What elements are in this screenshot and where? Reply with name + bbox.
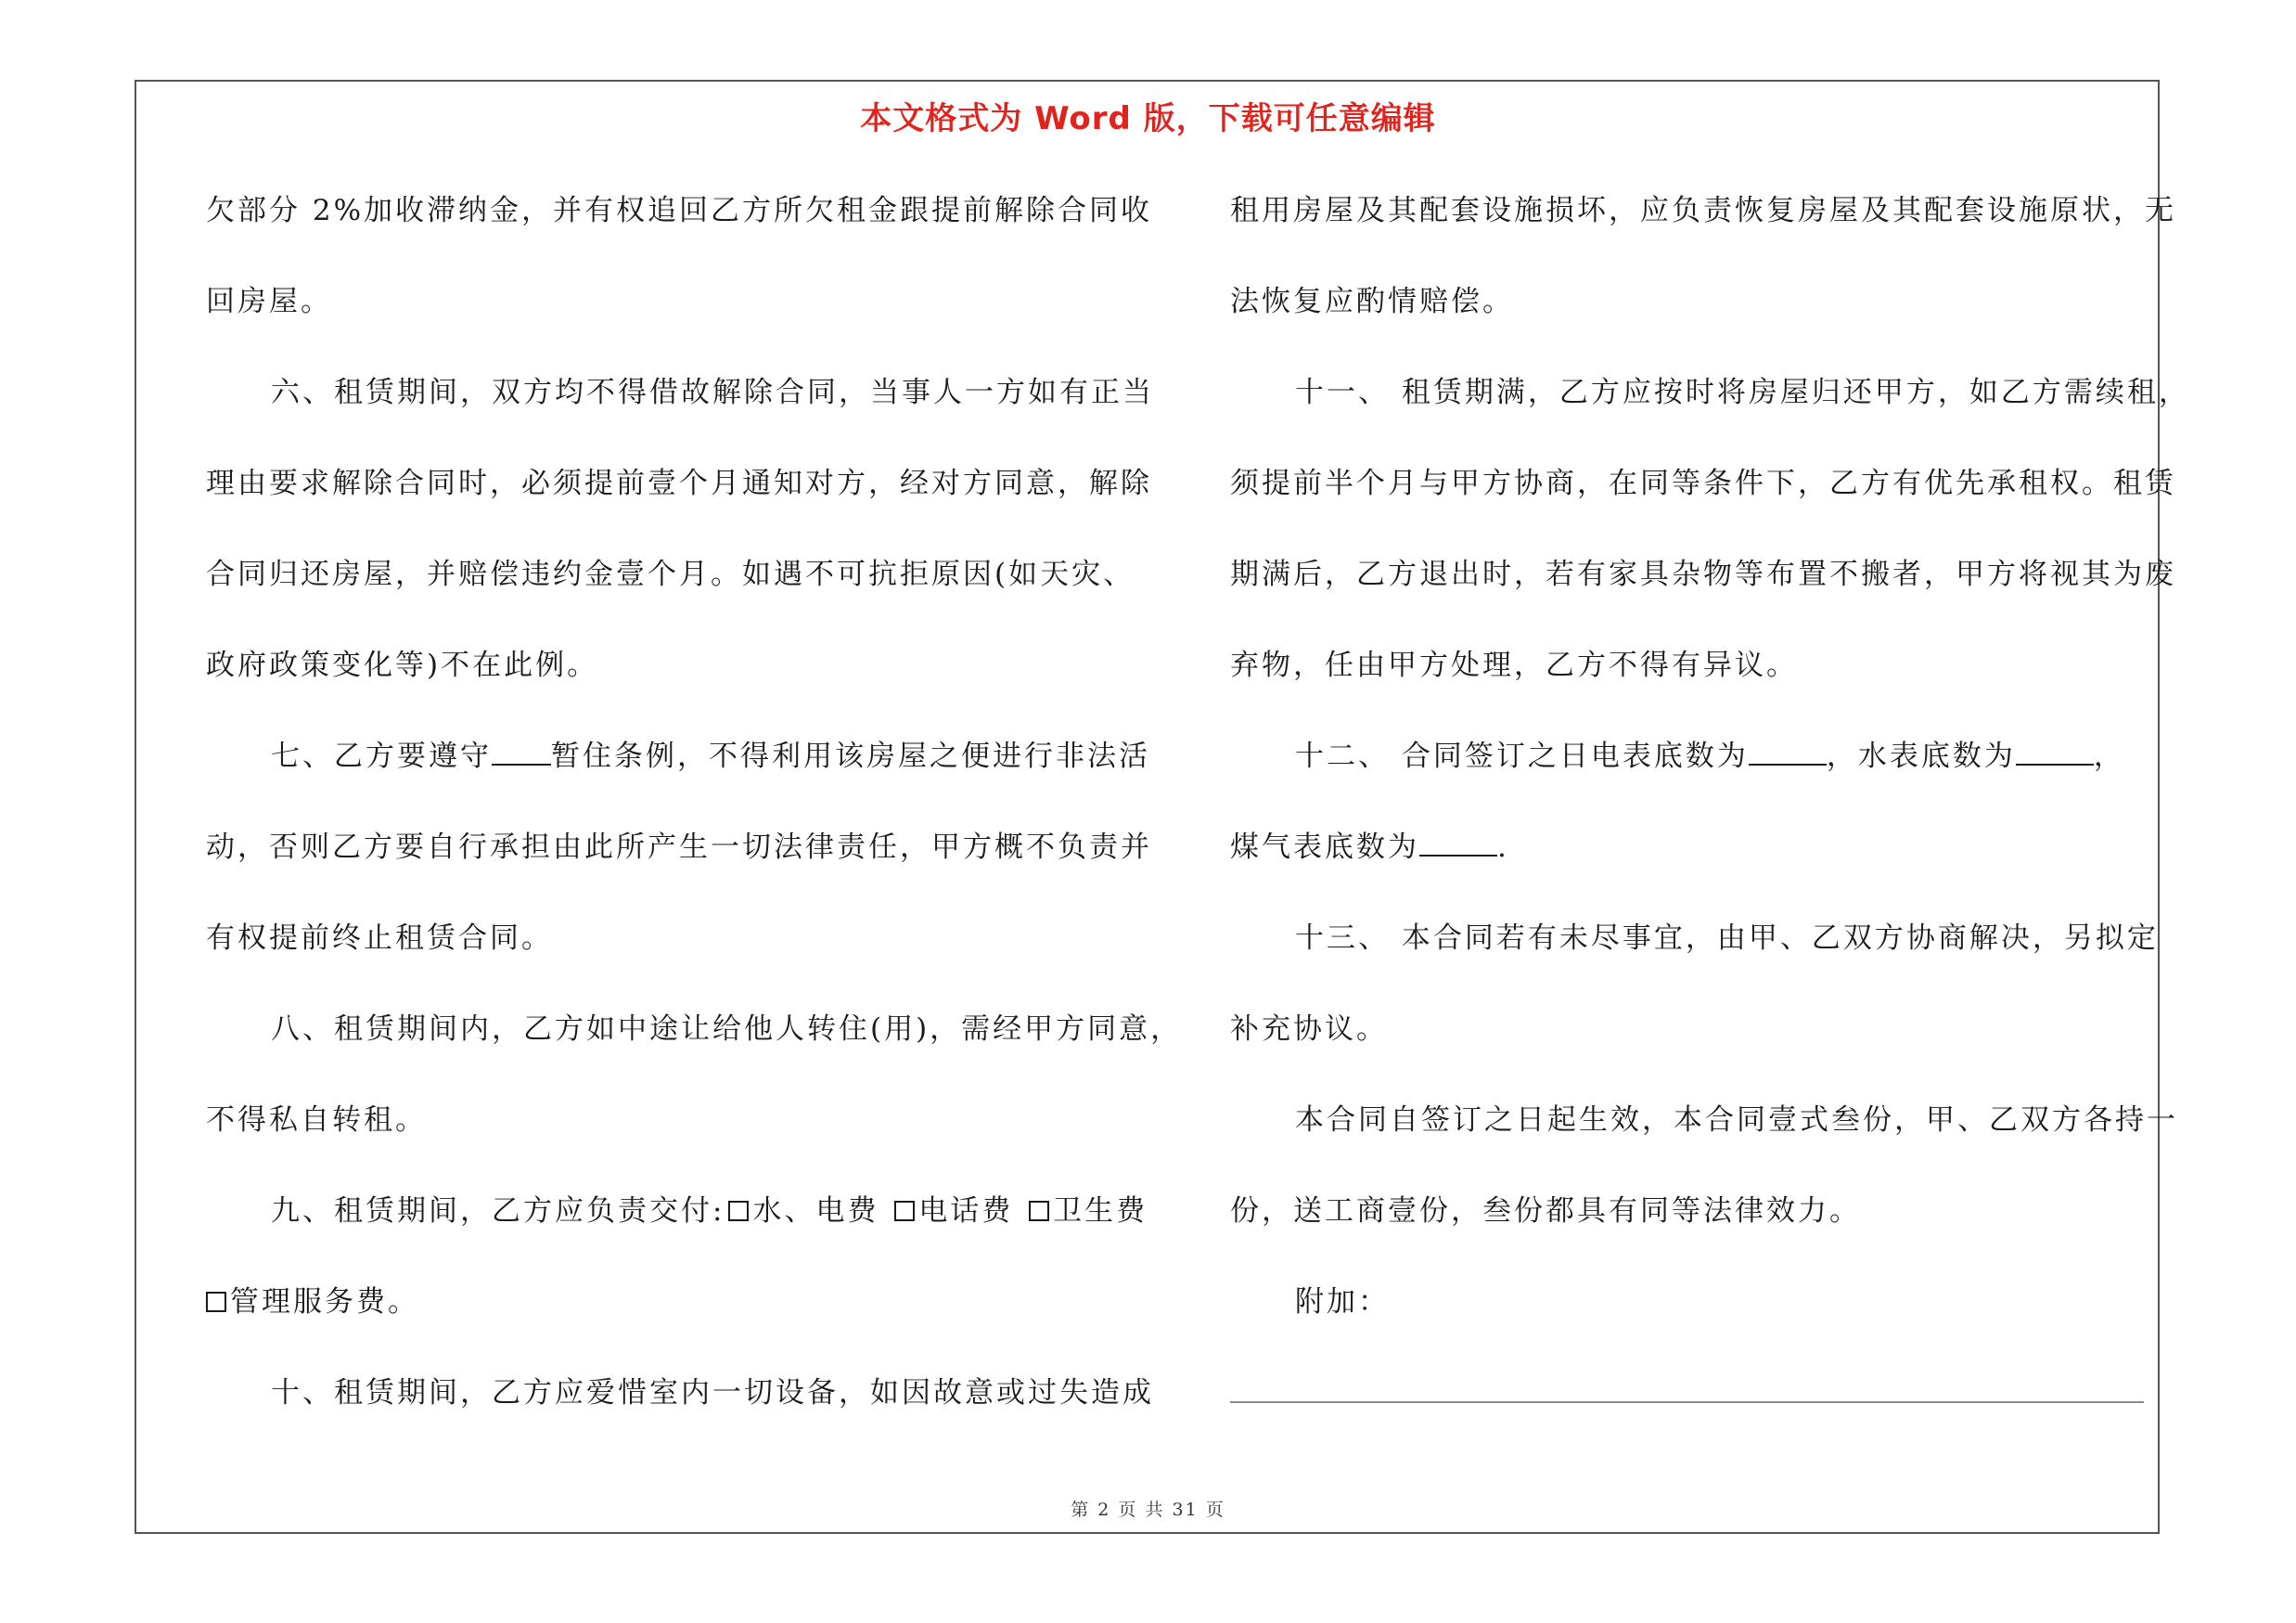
text-line: 弃物，任由甲方处理，乙方不得有异议。 — [1230, 649, 1798, 682]
clause-9 — [206, 1181, 1148, 1272]
option-water-electricity: 水、电费 — [752, 1194, 879, 1228]
gas-meter-blank[interactable] — [1419, 832, 1497, 857]
checkbox-sanitation[interactable] — [1029, 1201, 1049, 1221]
clause-9-cont — [206, 1272, 1134, 1363]
clause-12-water-label: ，水表底数为 — [1826, 740, 2016, 773]
text-line: 期满后，乙方退出时，若有家具杂物等布置不搬者，甲方将视其为废 — [1230, 558, 2176, 591]
option-management: 管理服务费。 — [230, 1285, 419, 1319]
text-line: 份，送工商壹份，叁份都具有同等法律效力。 — [1230, 1194, 1861, 1228]
electric-meter-blank[interactable] — [1749, 741, 1827, 766]
clause-7 — [206, 727, 1150, 818]
text-line: 回房屋。 — [206, 285, 332, 318]
clause-12-cont — [1230, 818, 2172, 908]
word-format-banner: 本文格式为 Word 版，下载可任意编辑 — [860, 100, 1436, 137]
clause-11: 十一、 租赁期满，乙方应按时将房屋归还甲方，如乙方需续租， — [1295, 376, 2190, 409]
clause-7-lead: 七、乙方要遵守 — [271, 740, 492, 773]
text-line: 租用房屋及其配套设施损坏，应负责恢复房屋及其配套设施原状，无 — [1230, 194, 2176, 227]
water-meter-blank[interactable] — [2016, 741, 2094, 766]
fill-blank — [492, 741, 551, 766]
text-line: 理由要求解除合同时，必须提前壹个月通知对方，经对方同意，解除 — [206, 467, 1152, 500]
checkbox-management[interactable] — [206, 1292, 226, 1312]
text-line: 动，否则乙方要自行承担由此所产生一切法律责任，甲方概不负责并 — [206, 831, 1152, 864]
clause-10: 十、租赁期间，乙方应爱惜室内一切设备，如因故意或过失造成 — [271, 1376, 1154, 1410]
clause-8: 八、租赁期间内，乙方如中途让给他人转住(用)，需经甲方同意， — [271, 1012, 1183, 1046]
clause-12-electric-label: 十二、 合同签订之日电表底数为 — [1295, 740, 1749, 773]
left-column — [206, 181, 1183, 1454]
text-line: 欠部分 2%加收滞纳金，并有权追回乙方所欠租金跟提前解除合同收 — [206, 194, 1153, 227]
clause-12-comma: ， — [2093, 740, 2125, 773]
clause-12 — [1230, 727, 2172, 818]
effective-clause: 本合同自签订之日起生效，本合同壹式叁份，甲、乙双方各持一 — [1295, 1103, 2178, 1137]
page-number: 第 2 页 共 31 页 — [1071, 1500, 1225, 1520]
text-line: 法恢复应酌情赔偿。 — [1230, 285, 1514, 318]
clause-6: 六、租赁期间，双方均不得借故解除合同，当事人一方如有正当 — [271, 376, 1154, 409]
text-line: 政府政策变化等)不在此例。 — [206, 649, 599, 682]
clause-13: 十三、 本合同若有未尽事宜，由甲、乙双方协商解决，另拟定 — [1295, 921, 2159, 955]
right-column — [1230, 181, 2190, 1363]
checkbox-water-electricity[interactable] — [728, 1201, 749, 1221]
clause-9-lead: 九、租赁期间，乙方应负责交付: — [271, 1194, 725, 1228]
option-sanitation: 卫生费 — [1053, 1194, 1148, 1228]
gas-meter-period: . — [1497, 831, 1509, 864]
gas-meter-label: 煤气表底数为 — [1230, 831, 1419, 864]
option-phone: 电话费 — [918, 1194, 1014, 1228]
text-line: 有权提前终止租赁合同。 — [206, 921, 553, 955]
text-line: 补充协议。 — [1230, 1012, 1388, 1046]
checkbox-phone[interactable] — [894, 1201, 915, 1221]
text-line: 不得私自转租。 — [206, 1103, 427, 1137]
clause-7-rest: 暂住条例，不得利用该房屋之便进行非法活 — [551, 740, 1150, 773]
appendix-underline — [1230, 1401, 2144, 1403]
text-line: 须提前半个月与甲方协商，在同等条件下，乙方有优先承租权。租赁 — [1230, 467, 2176, 500]
appendix-label: 附加： — [1295, 1285, 1390, 1319]
text-line: 合同归还房屋，并赔偿违约金壹个月。如遇不可抗拒原因(如天灾、 — [206, 558, 1135, 591]
